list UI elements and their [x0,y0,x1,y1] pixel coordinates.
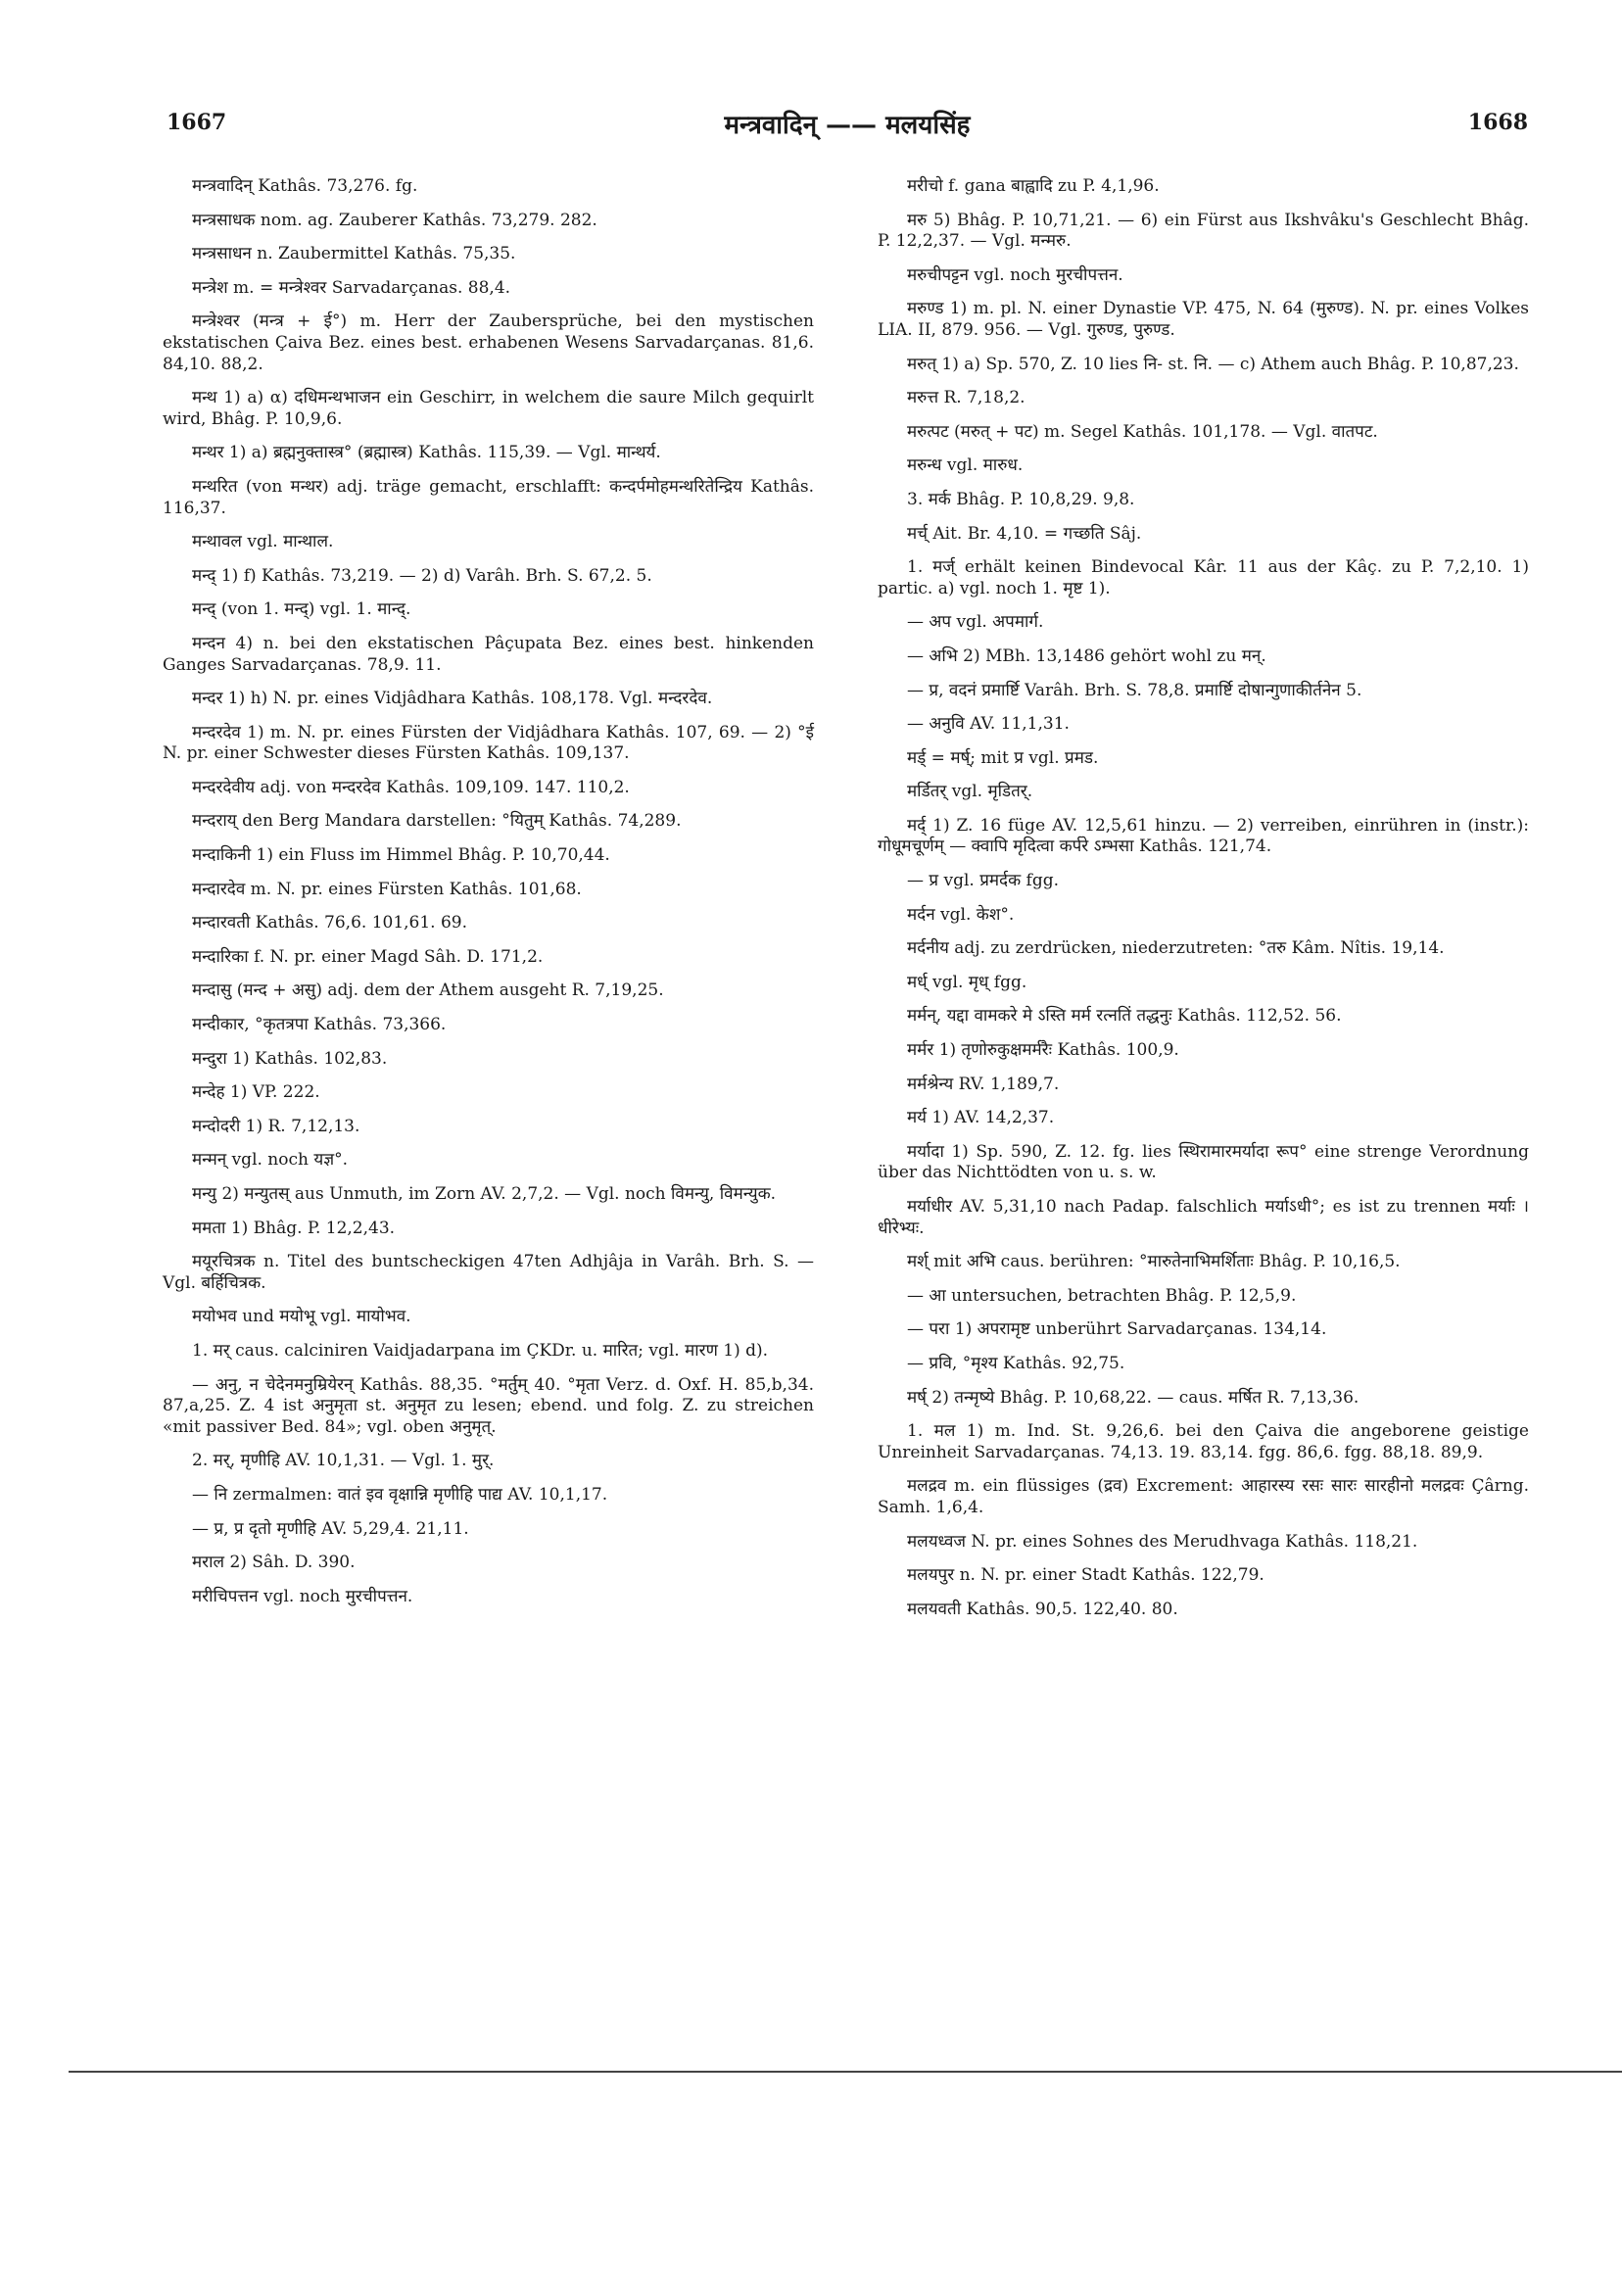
dictionary-entry: मरुन्ध vgl. मारुध. [907,455,1024,476]
running-title: मन्त्रवादिन् —— मलयसिंह [724,111,971,140]
dictionary-entry: मयोभव und मयोभू vgl. मायोभव. [192,1307,411,1327]
dictionary-entry: मरुत् 1) a) Sp. 570, Z. 10 lies नि- st. नि. — c) Athem auch Bhâg. P. 10,87,23. [907,354,1519,374]
dictionary-entry: मयूरचित्रक n. Titel des buntscheckigen 47ten Adhjâja in Varâh. Brh. S. — Vgl. बर्हिचित्रक. [163,1252,814,1293]
dictionary-entry: मन्त्रसाधन n. Zaubermittel Kathâs. 75,35. [192,244,516,264]
dictionary-entry: मर्दन vgl. केश°. [907,904,1015,925]
dictionary-entry: मन्त्रेश्वर (मन्त्र + ई°) m. Herr der Zaubersprüche, bei den mystischen ekstatischen Çaiva Bez. eines best. erhabenen Wesens Sarvadarçanas. 81,6. 84,10. 88,2. [163,311,814,374]
dictionary-entry: मर्य 1) AV. 14,2,37. [907,1108,1055,1128]
dictionary-entry: — अप vgl. अपमार्ग. [907,612,1044,633]
right-page-number: 1668 [1467,110,1528,135]
dictionary-entry: मर्श् mit अभि caus. berühren: °मारुतेनाभिमर्शिताः Bhâg. P. 10,16,5. [907,1252,1401,1272]
dictionary-entry: — प्र vgl. प्रमर्दक fgg. [907,871,1059,891]
dictionary-entry: मरुचीपट्टन vgl. noch मुरचीपत्तन. [907,264,1123,285]
dictionary-entry: 1. मल 1) m. Ind. St. 9,26,6. bei den Çaiva die angeborene geistige Unreinheit Sarvadarçanas. 74,13. 19. 83,14. fgg. 86,6. fgg. 88,18. 89,9. [878,1421,1529,1462]
dictionary-entry: मर्दनीय adj. zu zerdrücken, niederzutreten: °तरु Kâm. Nîtis. 19,14. [907,938,1445,959]
dictionary-entry: मरुण्ड 1) m. pl. N. einer Dynastie VP. 475, N. 64 (मुरुण्ड). N. pr. eines Volkes LIA. II, 879. 956. — Vgl. गुरुण्ड, पुरुण्ड. [878,299,1529,340]
dictionary-entry: मन्मन् vgl. noch यज्ञ°. [192,1150,349,1171]
dictionary-entry: 1. मर्ज् erhält keinen Bindevocal Kâr. 11 aus der Kâç. zu P. 7,2,10. 1) partic. a) vgl. noch 1. मृष्ट 1). [878,557,1529,598]
dictionary-entry: — अभि 2) MBh. 13,1486 gehört wohl zu मन्. [907,646,1266,666]
dictionary-entry: मन्दारदेव m. N. pr. eines Fürsten Kathâs. 101,68. [192,879,582,899]
left-column [163,176,814,1620]
bottom-rule [69,2071,1622,2073]
dictionary-entry: मर्मश्रेन्य RV. 1,189,7. [907,1074,1060,1094]
dictionary-entry: 3. मर्क Bhâg. P. 10,8,29. 9,8. [907,489,1135,509]
dictionary-entry: मलयपुर n. N. pr. einer Stadt Kathâs. 122,79. [907,1565,1264,1586]
dictionary-entry: मर्ड् = मर्ष्; mit प्र vgl. प्रमड. [907,747,1099,768]
dictionary-entry: 2. मर्, मृणीहि AV. 10,1,31. — Vgl. 1. मुर्. [192,1451,495,1471]
dictionary-entry: मरुत्त R. 7,18,2. [907,388,1026,408]
dictionary-entry: — अनु, न चेदेनमनुम्रियेरन् Kathâs. 88,35. °मर्तुम् 40. °मृता Verz. d. Oxf. H. 85,b,34. 87,a,25. Z. 4 ist अनुमृता st. अनुमृत zu lesen; ebend. und folg. Z. zu streichen «mit passiver Bed. 84»; vgl. oben अनुमृत्. [163,1374,814,1437]
dictionary-entry: मरीचिपत्तन vgl. noch मुरचीपत्तन. [192,1586,413,1606]
dictionary-entry: मर्ष् 2) तन्मृष्ये Bhâg. P. 10,68,22. — caus. मर्षित R. 7,13,36. [907,1387,1360,1408]
dictionary-entry: मरुत्पट (मरुत् + पट) m. Segel Kathâs. 101,178. — Vgl. वातपट. [907,421,1378,442]
dictionary-entry: मन्त्रसाधक nom. ag. Zauberer Kathâs. 73,279. 282. [192,210,597,230]
dictionary-entry: मरीचो f. gana बाह्वादि zu P. 4,1,96. [907,176,1160,196]
dictionary-entry: — अनुवि AV. 11,1,31. [907,714,1070,735]
dictionary-entry: मन्दरदेवीय adj. von मन्दरदेव Kathâs. 109,109. 147. 110,2. [192,777,630,797]
dictionary-entry: मर्याधीर AV. 5,31,10 nach Padap. falschlich मर्याऽधी°; es ist zu trennen मर्याः । धीरेभ्यः. [878,1197,1529,1238]
dictionary-entry: मराल 2) Sâh. D. 390. [192,1553,356,1573]
dictionary-entry: मन्दारिका f. N. pr. einer Magd Sâh. D. 171,2. [192,946,544,967]
dictionary-entry: मन्द् (von 1. मन्द्) vgl. 1. मान्द्. [192,599,411,620]
dictionary-entry: — नि zermalmen: वातं इव वृक्षान्नि मृणीहि पाद्य AV. 10,1,17. [192,1484,608,1505]
dictionary-entry: मर्डितर् vgl. मृडितर्. [907,782,1033,802]
dictionary-entry: 1. मर् caus. calciniren Vaidjadarpana im ÇKDr. u. मारित; vgl. मारण 1) d). [192,1340,769,1361]
dictionary-entry: मन्थ 1) a) α) दधिमन्थभाजन ein Geschirr, in welchem die saure Milch gequirlt wird, Bhâg. P. 10,9,6. [163,388,814,429]
dictionary-entry: मलद्रव m. ein flüssiges (द्रव) Excrement: आहारस्य रसः सारः सारहीनो मलद्रवः Çârng. Samh. 1,6,4. [878,1476,1529,1517]
page-header [167,110,1528,149]
dictionary-entry: मरु 5) Bhâg. P. 10,71,21. — 6) ein Fürst aus Ikshvâku's Geschlecht Bhâg. P. 12,2,37. — Vgl. मन्मरु. [878,210,1529,252]
dictionary-entry: मर्च् Ait. Br. 4,10. = गच्छति Sâj. [907,523,1142,544]
right-column [878,176,1529,1633]
dictionary-entry: मन्त्रवादिन् Kathâs. 73,276. fg. [192,176,418,196]
dictionary-entry: मन्थर 1) a) ब्रह्मनुक्तास्त्र° (ब्रह्मास्त्र) Kathâs. 115,39. — Vgl. मान्थर्य. [192,443,661,463]
dictionary-entry: मन्दासु (मन्द + असु) adj. dem der Athem ausgeht R. 7,19,25. [192,981,664,1001]
dictionary-entry: मन्दाकिनी 1) ein Fluss im Himmel Bhâg. P. 10,70,44. [192,845,610,866]
dictionary-entry: — परा 1) अपरामृष्ट unberührt Sarvadarçanas. 134,14. [907,1319,1327,1340]
dictionary-entry: मन्दीकार, °कृतत्रपा Kathâs. 73,366. [192,1015,447,1035]
dictionary-entry: मन्दराय् den Berg Mandara darstellen: °यितुम् Kathâs. 74,289. [192,811,682,832]
dictionary-entry: मलयवती Kathâs. 90,5. 122,40. 80. [907,1599,1178,1619]
dictionary-entry: मन्दोदरी 1) R. 7,12,13. [192,1116,360,1136]
dictionary-entry: मर्यादा 1) Sp. 590, Z. 12. fg. lies स्थिरामारमर्यादा रूप° eine strenge Verordnung über das Nichttödten von u. s. w. [878,1141,1529,1183]
dictionary-entry: ममता 1) Bhâg. P. 12,2,43. [192,1218,396,1238]
dictionary-entry: — प्र, वदनं प्रमार्ष्टि Varâh. Brh. S. 78,8. प्रमार्ष्टि दोषान्गुणाकीर्तनेन 5. [907,680,1362,700]
dictionary-entry: — प्रवि, °मृश्य Kathâs. 92,75. [907,1353,1125,1373]
dictionary-entry: मन्द् 1) f) Kathâs. 73,219. — 2) d) Varâh. Brh. S. 67,2. 5. [192,565,652,586]
dictionary-entry: मन्यु 2) मन्युतस् aus Unmuth, im Zorn AV. 2,7,2. — Vgl. noch विमन्यु, विमन्युक. [192,1184,777,1204]
dictionary-entry: मलयध्वज N. pr. eines Sohnes des Merudhvaga Kathâs. 118,21. [907,1531,1418,1552]
dictionary-entry: मन्देह 1) VP. 222. [192,1082,320,1103]
dictionary-entry: — आ untersuchen, betrachten Bhâg. P. 12,5,9. [907,1285,1297,1306]
dictionary-entry: मन्थरित (von मन्थर) adj. träge gemacht, erschlafft: कन्दर्पमोहमन्थरितेन्द्रिय Kathâs. 116,37. [163,476,814,518]
dictionary-entry: मन्त्रेश m. = मन्त्रेश्वर Sarvadarçanas. 88,4. [192,277,511,298]
dictionary-entry: मन्दुरा 1) Kathâs. 102,83. [192,1048,388,1069]
dictionary-entry: — प्र, प्र दृतो मृणीहि AV. 5,29,4. 21,11. [192,1518,469,1539]
dictionary-entry: मर्मर 1) तृणोरुकुक्षमर्मरैः Kathâs. 100,9. [907,1040,1179,1061]
dictionary-entry: मन्थावल vgl. मान्थाल. [192,532,334,552]
dictionary-entry: मन्दन 4) n. bei den ekstatischen Pâçupata Bez. eines best. hinkenden Ganges Sarvadarçanas. 78,9. 11. [163,633,814,675]
dictionary-entry: मन्दारवती Kathâs. 76,6. 101,61. 69. [192,913,468,933]
left-page-number: 1667 [167,110,227,135]
dictionary-entry: मर्द् 1) Z. 16 füge AV. 12,5,61 hinzu. — 2) verreiben, einrühren in (instr.): गोधूमचूर्णम् — क्वापि मृदित्वा कर्परे ऽम्भसा Kathâs. 121,74. [878,815,1529,857]
dictionary-entry: मन्दरदेव 1) m. N. pr. eines Fürsten der Vidjâdhara Kathâs. 107, 69. — 2) °ई N. pr. einer Schwester dieses Fürsten Kathâs. 109,137. [163,722,814,764]
dictionary-entry: मर्मन्, यद्दा वामकरे मे ऽस्ति मर्म रत्नतिं तद्धनुः Kathâs. 112,52. 56. [907,1006,1342,1027]
dictionary-entry: मर्ध् vgl. मृध् fgg. [907,972,1027,992]
dictionary-entry: मन्दर 1) h) N. pr. eines Vidjâdhara Kathâs. 108,178. Vgl. मन्दरदेव. [192,689,713,709]
